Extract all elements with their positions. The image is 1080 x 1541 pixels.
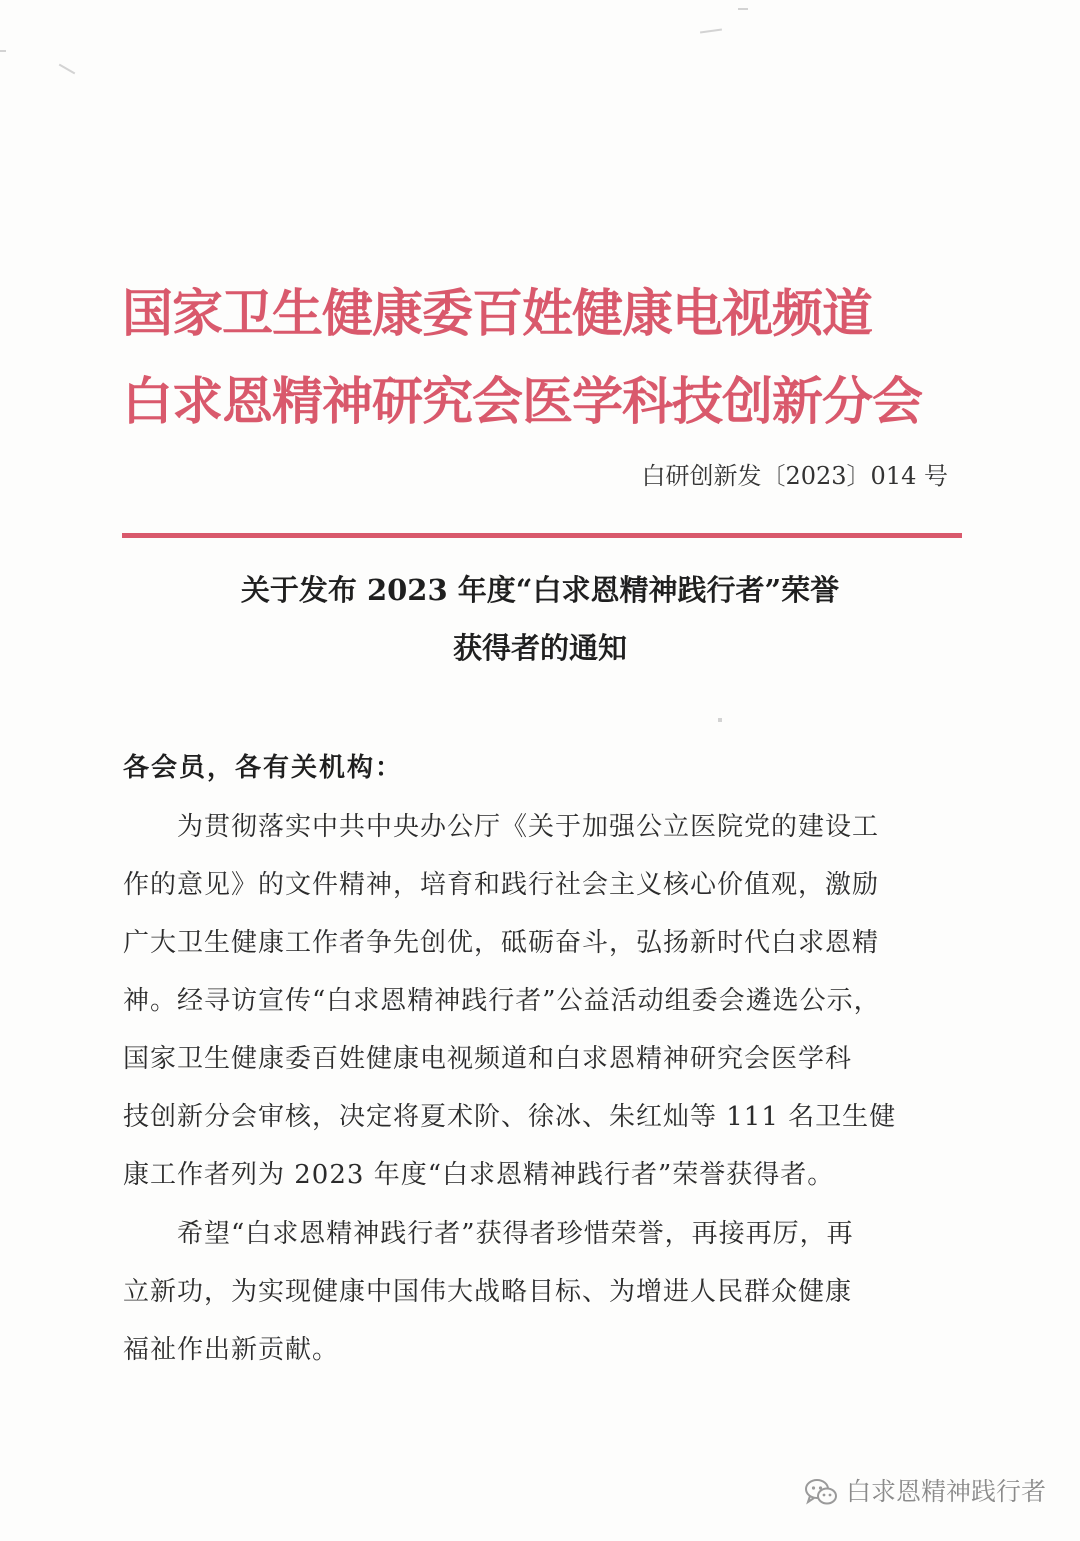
body-line: 康工作者列为 2023 年度“白求恩精神践行者”荣誉获得者。 bbox=[123, 1160, 835, 1190]
body-line: 技创新分会审核，决定将夏术阶、徐冰、朱红灿等 111 名卫生健 bbox=[123, 1102, 897, 1132]
wechat-icon bbox=[804, 1477, 838, 1507]
notice-title-line-1: 关于发布 2023 年度“白求恩精神践行者”荣誉 bbox=[240, 573, 840, 607]
red-divider bbox=[122, 533, 962, 538]
body-line: 广大卫生健康工作者争先创优，砥砺奋斗，弘扬新时代白求恩精 bbox=[123, 928, 880, 958]
issuer-line-2: 白求恩精神研究会医学科技创新分会 bbox=[122, 372, 923, 432]
salutation: 各会员，各有关机构： bbox=[123, 753, 404, 783]
body-line: 神。经寻访宣传“白求恩精神践行者”公益活动组委会遴选公示， bbox=[123, 986, 881, 1016]
body-line: 福祉作出新贡献。 bbox=[123, 1335, 340, 1365]
body-line: 为贯彻落实中共中央办公厅《关于加强公立医院党的建设工 bbox=[123, 812, 880, 842]
notice-title-line-2: 获得者的通知 bbox=[452, 631, 627, 665]
document-number: 白研创新发〔2023〕014 号 bbox=[641, 462, 948, 490]
body-line: 希望“白求恩精神践行者”获得者珍惜荣誉，再接再厉，再 bbox=[123, 1219, 854, 1249]
scan-speck bbox=[0, 50, 6, 52]
wechat-watermark bbox=[804, 1474, 1046, 1510]
body-line: 立新功，为实现健康中国伟大战略目标、为增进人民群众健康 bbox=[123, 1277, 853, 1307]
scan-speck bbox=[738, 8, 748, 10]
scan-speck bbox=[700, 28, 722, 33]
watermark-text: 白求恩精神践行者 bbox=[845, 1477, 1046, 1506]
issuer-line-1: 国家卫生健康委百姓健康电视频道 bbox=[122, 284, 873, 344]
body-line: 国家卫生健康委百姓健康电视频道和白求恩精神研究会医学科 bbox=[123, 1044, 853, 1074]
scan-speck bbox=[718, 718, 722, 722]
scan-speck bbox=[59, 64, 76, 75]
body-line: 作的意见》的文件精神，培育和践行社会主义核心价值观，激励 bbox=[123, 870, 880, 900]
